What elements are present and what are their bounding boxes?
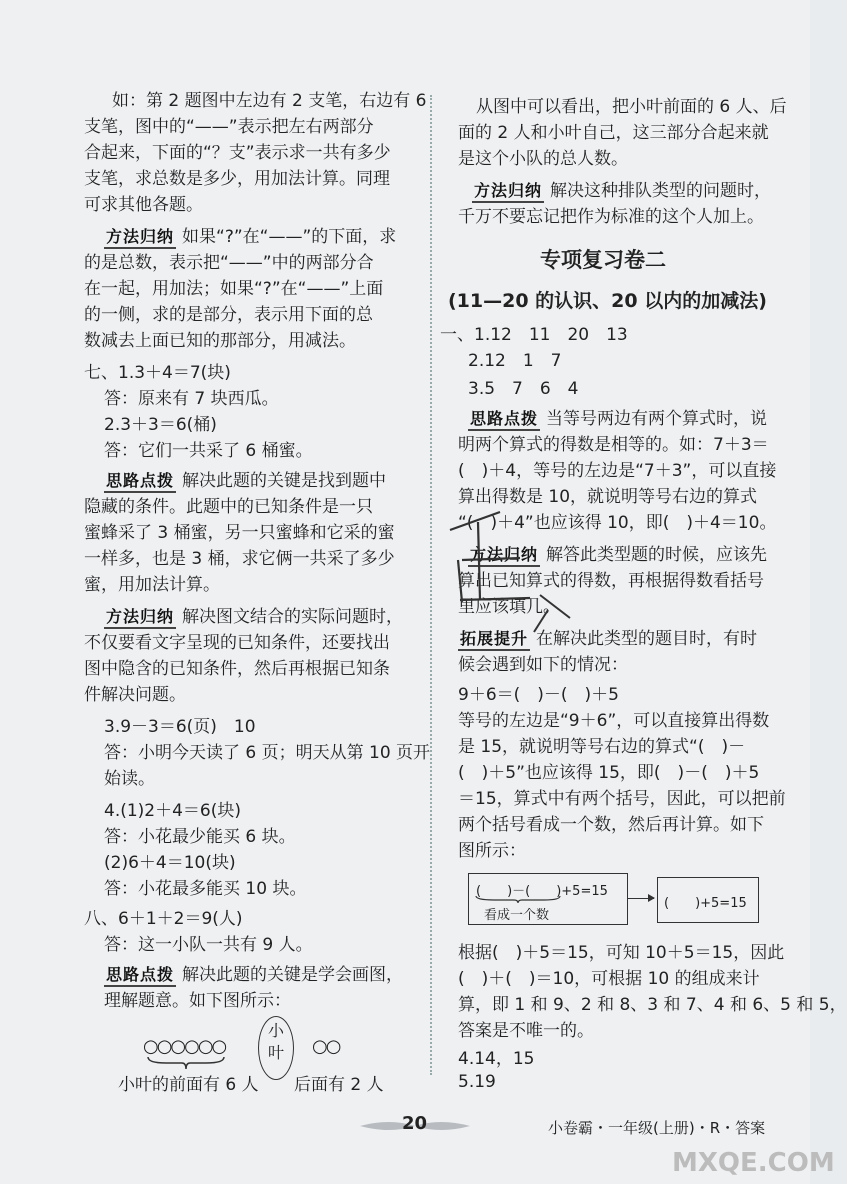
answer-line: 2.3＋3＝6(桶) <box>104 415 217 435</box>
text-line: 图中隐含的已知条件，然后再根据已知条 <box>84 659 390 679</box>
tip-line <box>104 602 403 629</box>
answer-line: 答：小花最少能买 6 块。 <box>104 827 296 847</box>
brace-icon <box>474 894 564 904</box>
text-line: 是 15，就说明等号右边的算式“( )－ <box>458 737 746 757</box>
idea-hint-tag: 思路点拨 <box>104 468 176 493</box>
answer-line: 答：小花最多能买 10 块。 <box>104 879 307 899</box>
text-line: 不仅要看文字呈现的已知条件，还要找出 <box>84 633 390 653</box>
front-people-circles: ○○○○○○ <box>143 1036 226 1057</box>
text-line: 里应该填几。 <box>458 597 560 617</box>
answer-line: 答：它们一共采了 6 桶蜜。 <box>104 441 313 461</box>
text-line: 千万不要忘记把作为标准的这个人加上。 <box>458 207 764 227</box>
text-line: 面的 2 人和小叶自己，这三部分合起来就 <box>458 123 769 143</box>
text-line: 在一起，用加法；如果“?”在“——”上面 <box>84 279 384 299</box>
method-summary-tag: 方法归纳 <box>468 542 540 567</box>
text-line: 支笔，求总数是多少，用加法计算。同理 <box>84 169 390 189</box>
answer-line: 3.9－3＝6(页) 10 <box>104 717 256 737</box>
section-title: 专项复习卷二 <box>540 248 666 272</box>
text-line: 可求其他各题。 <box>84 195 203 215</box>
answer-line: 答：小明今天读了 6 页；明天从第 10 页开 <box>104 743 431 763</box>
text-span: 在解决此类型的题目时，有时 <box>536 629 758 649</box>
method-summary-tag: 方法归纳 <box>472 178 544 203</box>
equation-box-left-note: 看成一个数 <box>484 908 550 923</box>
text-span: 解决这种排队类型的问题时， <box>550 181 772 201</box>
page-number: 20 <box>402 1113 428 1134</box>
text-line: 蜜，用加法计算。 <box>84 575 220 595</box>
text-line: 一样多，也是 3 桶，求它俩一共采了多少 <box>84 549 395 569</box>
answer-line: 3.5 7 6 4 <box>468 379 579 399</box>
text-line: 隐藏的条件。此题中的已知条件是一只 <box>84 497 373 517</box>
tip-line <box>472 176 771 203</box>
text-line: 件解决问题。 <box>84 685 186 705</box>
text-line: 图所示： <box>458 841 526 861</box>
text-span: 解决此题的关键是学会画图， <box>182 965 404 985</box>
tip-line <box>104 222 396 249</box>
text-line: 如：第 2 题图中左边有 2 支笔，右边有 6 <box>112 91 427 111</box>
text-line: 的一侧，求的是部分，表示用下面的总 <box>84 305 373 325</box>
text-span: 解决此题的关键是找到题中 <box>182 471 387 491</box>
handwriting-scribble <box>430 500 580 640</box>
text-line: 支笔，图中的“——”表示把左右两部分 <box>84 117 374 137</box>
text-line: 算，即 1 和 9、2 和 8、3 和 7、4 和 6、5 和 5， <box>458 995 847 1015</box>
arrow-right-icon <box>628 898 654 899</box>
answer-line: 5.19 <box>458 1072 496 1092</box>
text-line: 理解题意。如下图所示： <box>104 991 291 1011</box>
text-line: 是这个小队的总人数。 <box>458 149 628 169</box>
answer-line: 答：原来有 7 块西瓜。 <box>104 389 279 409</box>
answer-line: 2.12 1 7 <box>468 351 562 371</box>
text-span: 当等号两边有两个算式时，说 <box>546 409 768 429</box>
watermark: MXQE.COM <box>672 1148 835 1178</box>
text-line: 从图中可以看出，把小叶前面的 6 人、后 <box>476 97 787 117</box>
text-line: ( )＋5”也应该得 15，即( )－( )＋5 <box>458 763 760 783</box>
section-subtitle: (11—20 的认识、20 以内的加减法) <box>448 290 767 312</box>
text-line: 候会遇到如下的情况： <box>458 655 628 675</box>
text-line: 等号的左边是“9＋6”，可以直接算出得数 <box>458 711 770 731</box>
answer-line: 八、6＋1＋2＝9(人) <box>84 909 243 929</box>
brace-icon <box>146 1055 226 1071</box>
text-line: 算出已知算式的得数，再根据得数看括号 <box>458 571 764 591</box>
answer-line: 一、1.12 11 20 13 <box>440 325 628 345</box>
idea-hint-tag: 思路点拨 <box>468 406 540 431</box>
text-line: 合起来，下面的“？支”表示求一共有多少 <box>84 143 391 163</box>
text-line: 答案是不唯一的。 <box>458 1021 594 1041</box>
text-line: ( )＋( )＝10，可根据 10 的组成来计 <box>458 969 760 989</box>
text-span: 解答此类型题的时候，应该先 <box>546 545 768 565</box>
back-people-circles: ○○ <box>312 1036 340 1057</box>
text-line: 两个括号看成一个数，然后再计算。如下 <box>458 815 764 835</box>
text-line: ( )＋4，等号的左边是“7＋3”，可以直接 <box>458 461 777 481</box>
answer-line: 七、1.3＋4＝7(块) <box>84 363 231 383</box>
front-people-label: 小叶的前面有 6 人 <box>118 1075 259 1095</box>
book-footer: 小卷霸・一年级(上册)・R・答案 <box>548 1119 766 1137</box>
equation-box-left-text: ( )－( )+5=15 <box>476 884 608 899</box>
tip-line <box>468 404 767 431</box>
answer-line: 4.(1)2＋4＝6(块) <box>104 801 242 821</box>
xiaoye-label: 小叶 <box>267 1021 284 1062</box>
text-span: 解决图文结合的实际问题时， <box>182 607 404 627</box>
method-summary-tag: 方法归纳 <box>104 224 176 249</box>
idea-hint-tag: 思路点拨 <box>104 962 176 987</box>
extension-tag: 拓展提升 <box>458 626 530 651</box>
equation-box-right-text: ( )+5=15 <box>664 896 747 911</box>
text-line: 的是总数，表示把“——”中的两部分合 <box>84 253 374 273</box>
text-span: 如果“?”在“——”的下面，求 <box>182 227 397 247</box>
text-line: 数减去上面已知的那部分，用减法。 <box>84 331 356 351</box>
text-line: 算出得数是 10，就说明等号右边的算式 <box>458 487 758 507</box>
text-line: 9＋6＝( )－( )＋5 <box>458 685 619 705</box>
tip-line <box>104 960 403 987</box>
answer-line: (2)6＋4＝10(块) <box>104 853 236 873</box>
text-line: ＝15，算式中有两个括号，因此，可以把前 <box>458 789 786 809</box>
text-line: “( )＋4”也应该得 10，即( )＋4＝10。 <box>458 513 777 533</box>
text-line: 根据( )＋5＝15，可知 10＋5＝15，因此 <box>458 943 785 963</box>
text-line: 蜜蜂采了 3 桶蜜，另一只蜜蜂和它采的蜜 <box>84 523 395 543</box>
tip-line <box>458 624 757 651</box>
answer-line: 4.14，15 <box>458 1049 535 1069</box>
method-summary-tag: 方法归纳 <box>104 604 176 629</box>
answer-line: 始读。 <box>104 769 155 789</box>
text-line: 明两个算式的得数是相等的。如：7＋3＝ <box>458 435 769 455</box>
answer-line: 答：这一小队一共有 9 人。 <box>104 935 313 955</box>
back-people-label: 后面有 2 人 <box>294 1075 384 1095</box>
tip-line <box>104 466 386 493</box>
